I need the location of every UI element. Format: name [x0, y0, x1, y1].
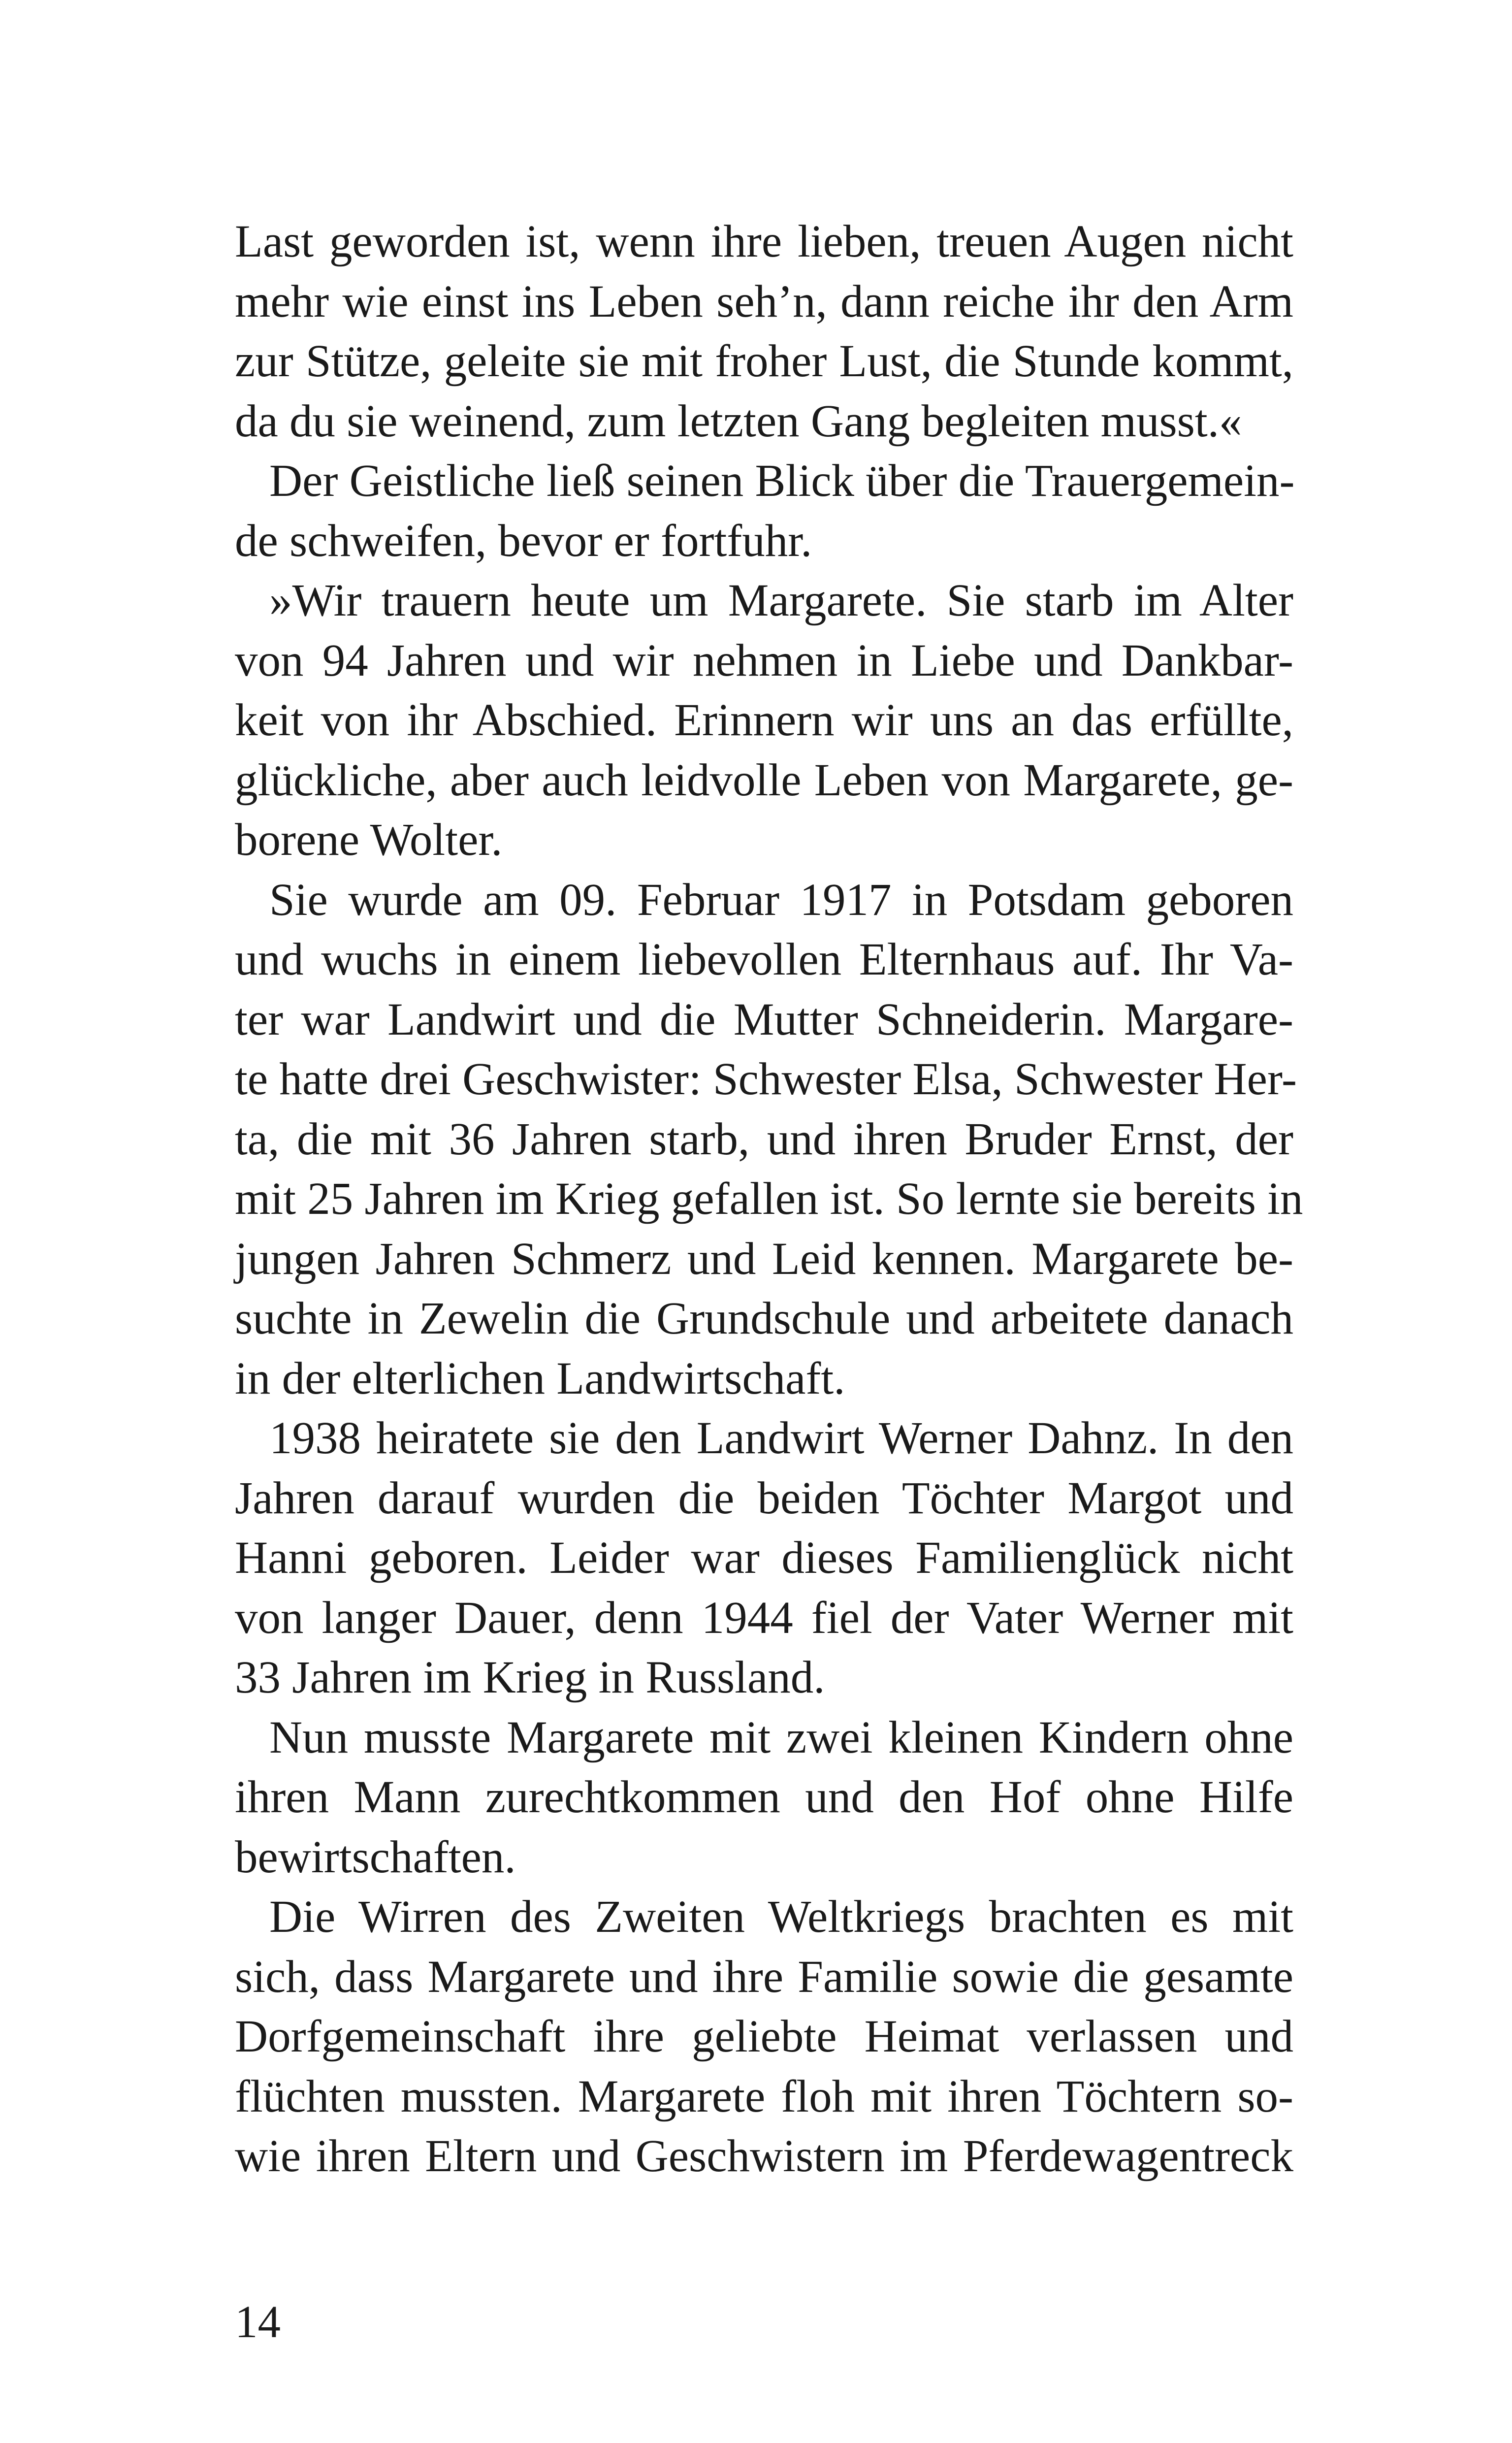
text-line: borene Wolter.	[235, 814, 503, 865]
text-line: ta, die mit 36 Jahren starb, und ihren Bruder Ernst, der	[235, 1113, 1293, 1165]
paragraph-start-line: »Wir trauern heute um Margarete. Sie starb im Alter	[269, 575, 1293, 626]
text-line: in der elterlichen Landwirtschaft.	[235, 1353, 845, 1404]
text-line: Jahren darauf wurden die beiden Töchter Margot und	[235, 1472, 1293, 1524]
text-line: keit von ihr Abschied. Erinnern wir uns an das erfüllte,	[235, 695, 1293, 746]
paragraph-start-line: Nun musste Margarete mit zwei kleinen Kindern ohne	[269, 1712, 1293, 1763]
text-line: mehr wie einst ins Leben seh’n, dann reiche ihr den Arm	[235, 276, 1293, 327]
text-line: flüchten mussten. Margarete floh mit ihren Töchtern so-	[235, 2071, 1293, 2122]
page-number: 14	[235, 2297, 281, 2347]
text-line: Hanni geboren. Leider war dieses Familienglück nicht	[235, 1532, 1293, 1583]
text-line: bewirtschaften.	[235, 1831, 516, 1883]
text-line: suchte in Zewelin die Grundschule und arbeitete danach	[235, 1293, 1293, 1344]
text-line: von 94 Jahren und wir nehmen in Liebe und Dankbar-	[235, 635, 1293, 686]
text-line: Dorfgemeinschaft ihre geliebte Heimat verlassen und	[235, 2011, 1293, 2062]
body-text	[235, 212, 1303, 2186]
text-line: te hatte drei Geschwister: Schwester Elsa, Schwester Her-	[235, 1054, 1297, 1105]
paragraph-start-line: Sie wurde am 09. Februar 1917 in Potsdam geboren	[269, 874, 1293, 925]
paragraph-start-line: 1938 heiratete sie den Landwirt Werner Dahnz. In den	[269, 1413, 1293, 1464]
text-line: de schweifen, bevor er fortfuhr.	[235, 515, 812, 566]
text-line: da du sie weinend, zum letzten Gang begleiten musst.«	[235, 395, 1242, 447]
text-line: und wuchs in einem liebevollen Elternhaus auf. Ihr Va-	[235, 934, 1293, 985]
text-line: jungen Jahren Schmerz und Leid kennen. Margarete be-	[235, 1233, 1293, 1284]
text-line: ihren Mann zurechtkommen und den Hof ohne Hilfe	[235, 1772, 1293, 1823]
text-line: zur Stütze, geleite sie mit froher Lust, die Stunde kommt,	[235, 336, 1293, 387]
text-line: wie ihren Eltern und Geschwistern im Pferdewagentreck	[235, 2131, 1293, 2182]
paragraph-start-line: Der Geistliche ließ seinen Blick über die Trauergemein-	[269, 456, 1295, 506]
text-line: ter war Landwirt und die Mutter Schneiderin. Margare-	[235, 994, 1293, 1045]
text-line: glückliche, aber auch leidvolle Leben von Margarete, ge-	[235, 754, 1293, 806]
text-line: sich, dass Margarete und ihre Familie sowie die gesamte	[235, 1951, 1293, 2002]
text-line: mit 25 Jahren im Krieg gefallen ist. So lernte sie bereits in	[235, 1173, 1303, 1224]
text-line: von langer Dauer, denn 1944 fiel der Vater Werner mit	[235, 1592, 1293, 1643]
text-line: Last geworden ist, wenn ihre lieben, treuen Augen nicht	[235, 216, 1293, 267]
text-line: 33 Jahren im Krieg in Russland.	[235, 1652, 825, 1703]
paragraph-start-line: Die Wirren des Zweiten Weltkriegs brachten es mit	[269, 1891, 1293, 1942]
